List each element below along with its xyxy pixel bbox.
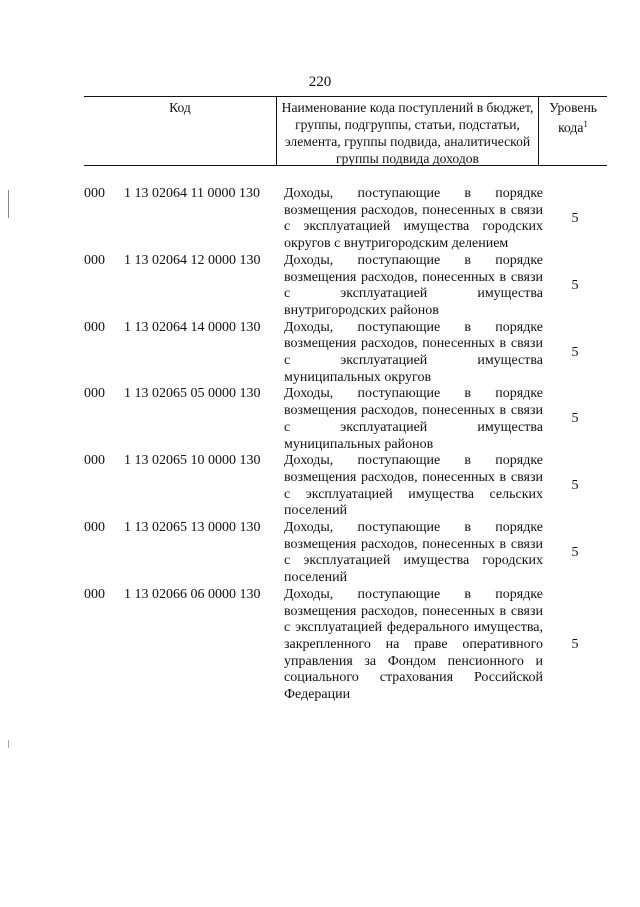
row-code: 1 13 02066 06 0000 130 xyxy=(124,586,261,602)
row-level: 5 xyxy=(571,478,579,494)
table-row xyxy=(84,587,607,704)
row-prefix: 000 xyxy=(84,586,105,602)
row-code: 1 13 02064 14 0000 130 xyxy=(124,319,261,335)
table-body xyxy=(84,186,607,704)
scan-edge-mark xyxy=(8,740,9,748)
row-level: 5 xyxy=(571,411,579,427)
table-row xyxy=(84,186,607,253)
row-code: 1 13 02064 12 0000 130 xyxy=(124,252,261,268)
table-row xyxy=(84,520,607,587)
page-number: 220 xyxy=(308,74,332,90)
header-name: Наименование кода поступлений в бюджет, группы, подгруппы, статьи, подстатьи, элемента, группы подвида, аналитической группы подвида доходов xyxy=(277,97,539,165)
row-prefix: 000 xyxy=(84,453,105,469)
header-level-label: Уровень кода xyxy=(549,100,597,135)
row-code: 1 13 02065 05 0000 130 xyxy=(124,386,261,402)
table-row xyxy=(84,253,607,320)
row-prefix: 000 xyxy=(84,186,105,201)
row-name: Доходы, поступающие в порядке возмещения расходов, понесенных в связи с эксплуатацией имущества городских округов с внутригородским делением xyxy=(284,186,543,252)
row-level: 5 xyxy=(571,545,579,561)
header-level-footnote: 1 xyxy=(583,119,588,129)
row-code: 1 13 02065 13 0000 130 xyxy=(124,520,261,536)
row-name: Доходы, поступающие в порядке возмещения расходов, понесенных в связи с эксплуатацией имущества муниципальных районов xyxy=(284,386,543,452)
row-prefix: 000 xyxy=(84,252,105,268)
row-level: 5 xyxy=(571,211,579,227)
header-code: Код xyxy=(84,97,277,165)
row-level: 5 xyxy=(571,277,579,293)
row-name: Доходы, поступающие в порядке возмещения расходов, понесенных в связи с эксплуатацией имущества внутригородских районов xyxy=(284,252,543,318)
row-name: Доходы, поступающие в порядке возмещения расходов, понесенных в связи с эксплуатацией федерального имущества, закрепленного на праве оперативного управления за Фондом пенсионного и социального страхования Российской Федерации xyxy=(284,586,543,703)
row-code: 1 13 02064 11 0000 130 xyxy=(124,186,260,201)
table-header xyxy=(84,96,607,166)
row-code: 1 13 02065 10 0000 130 xyxy=(124,453,261,469)
table-row xyxy=(84,320,607,387)
row-level: 5 xyxy=(571,344,579,360)
header-level xyxy=(539,97,607,165)
scan-edge-mark xyxy=(8,190,9,218)
row-name: Доходы, поступающие в порядке возмещения расходов, понесенных в связи с эксплуатацией имущества муниципальных округов xyxy=(284,319,543,385)
row-name: Доходы, поступающие в порядке возмещения расходов, понесенных в связи с эксплуатацией имущества городских поселений xyxy=(284,520,543,586)
table-row xyxy=(84,453,607,520)
row-level: 5 xyxy=(571,636,579,652)
row-prefix: 000 xyxy=(84,319,105,335)
row-prefix: 000 xyxy=(84,520,105,536)
row-prefix: 000 xyxy=(84,386,105,402)
row-name: Доходы, поступающие в порядке возмещения расходов, понесенных в связи с эксплуатацией имущества сельских поселений xyxy=(284,453,543,519)
table-row xyxy=(84,386,607,453)
